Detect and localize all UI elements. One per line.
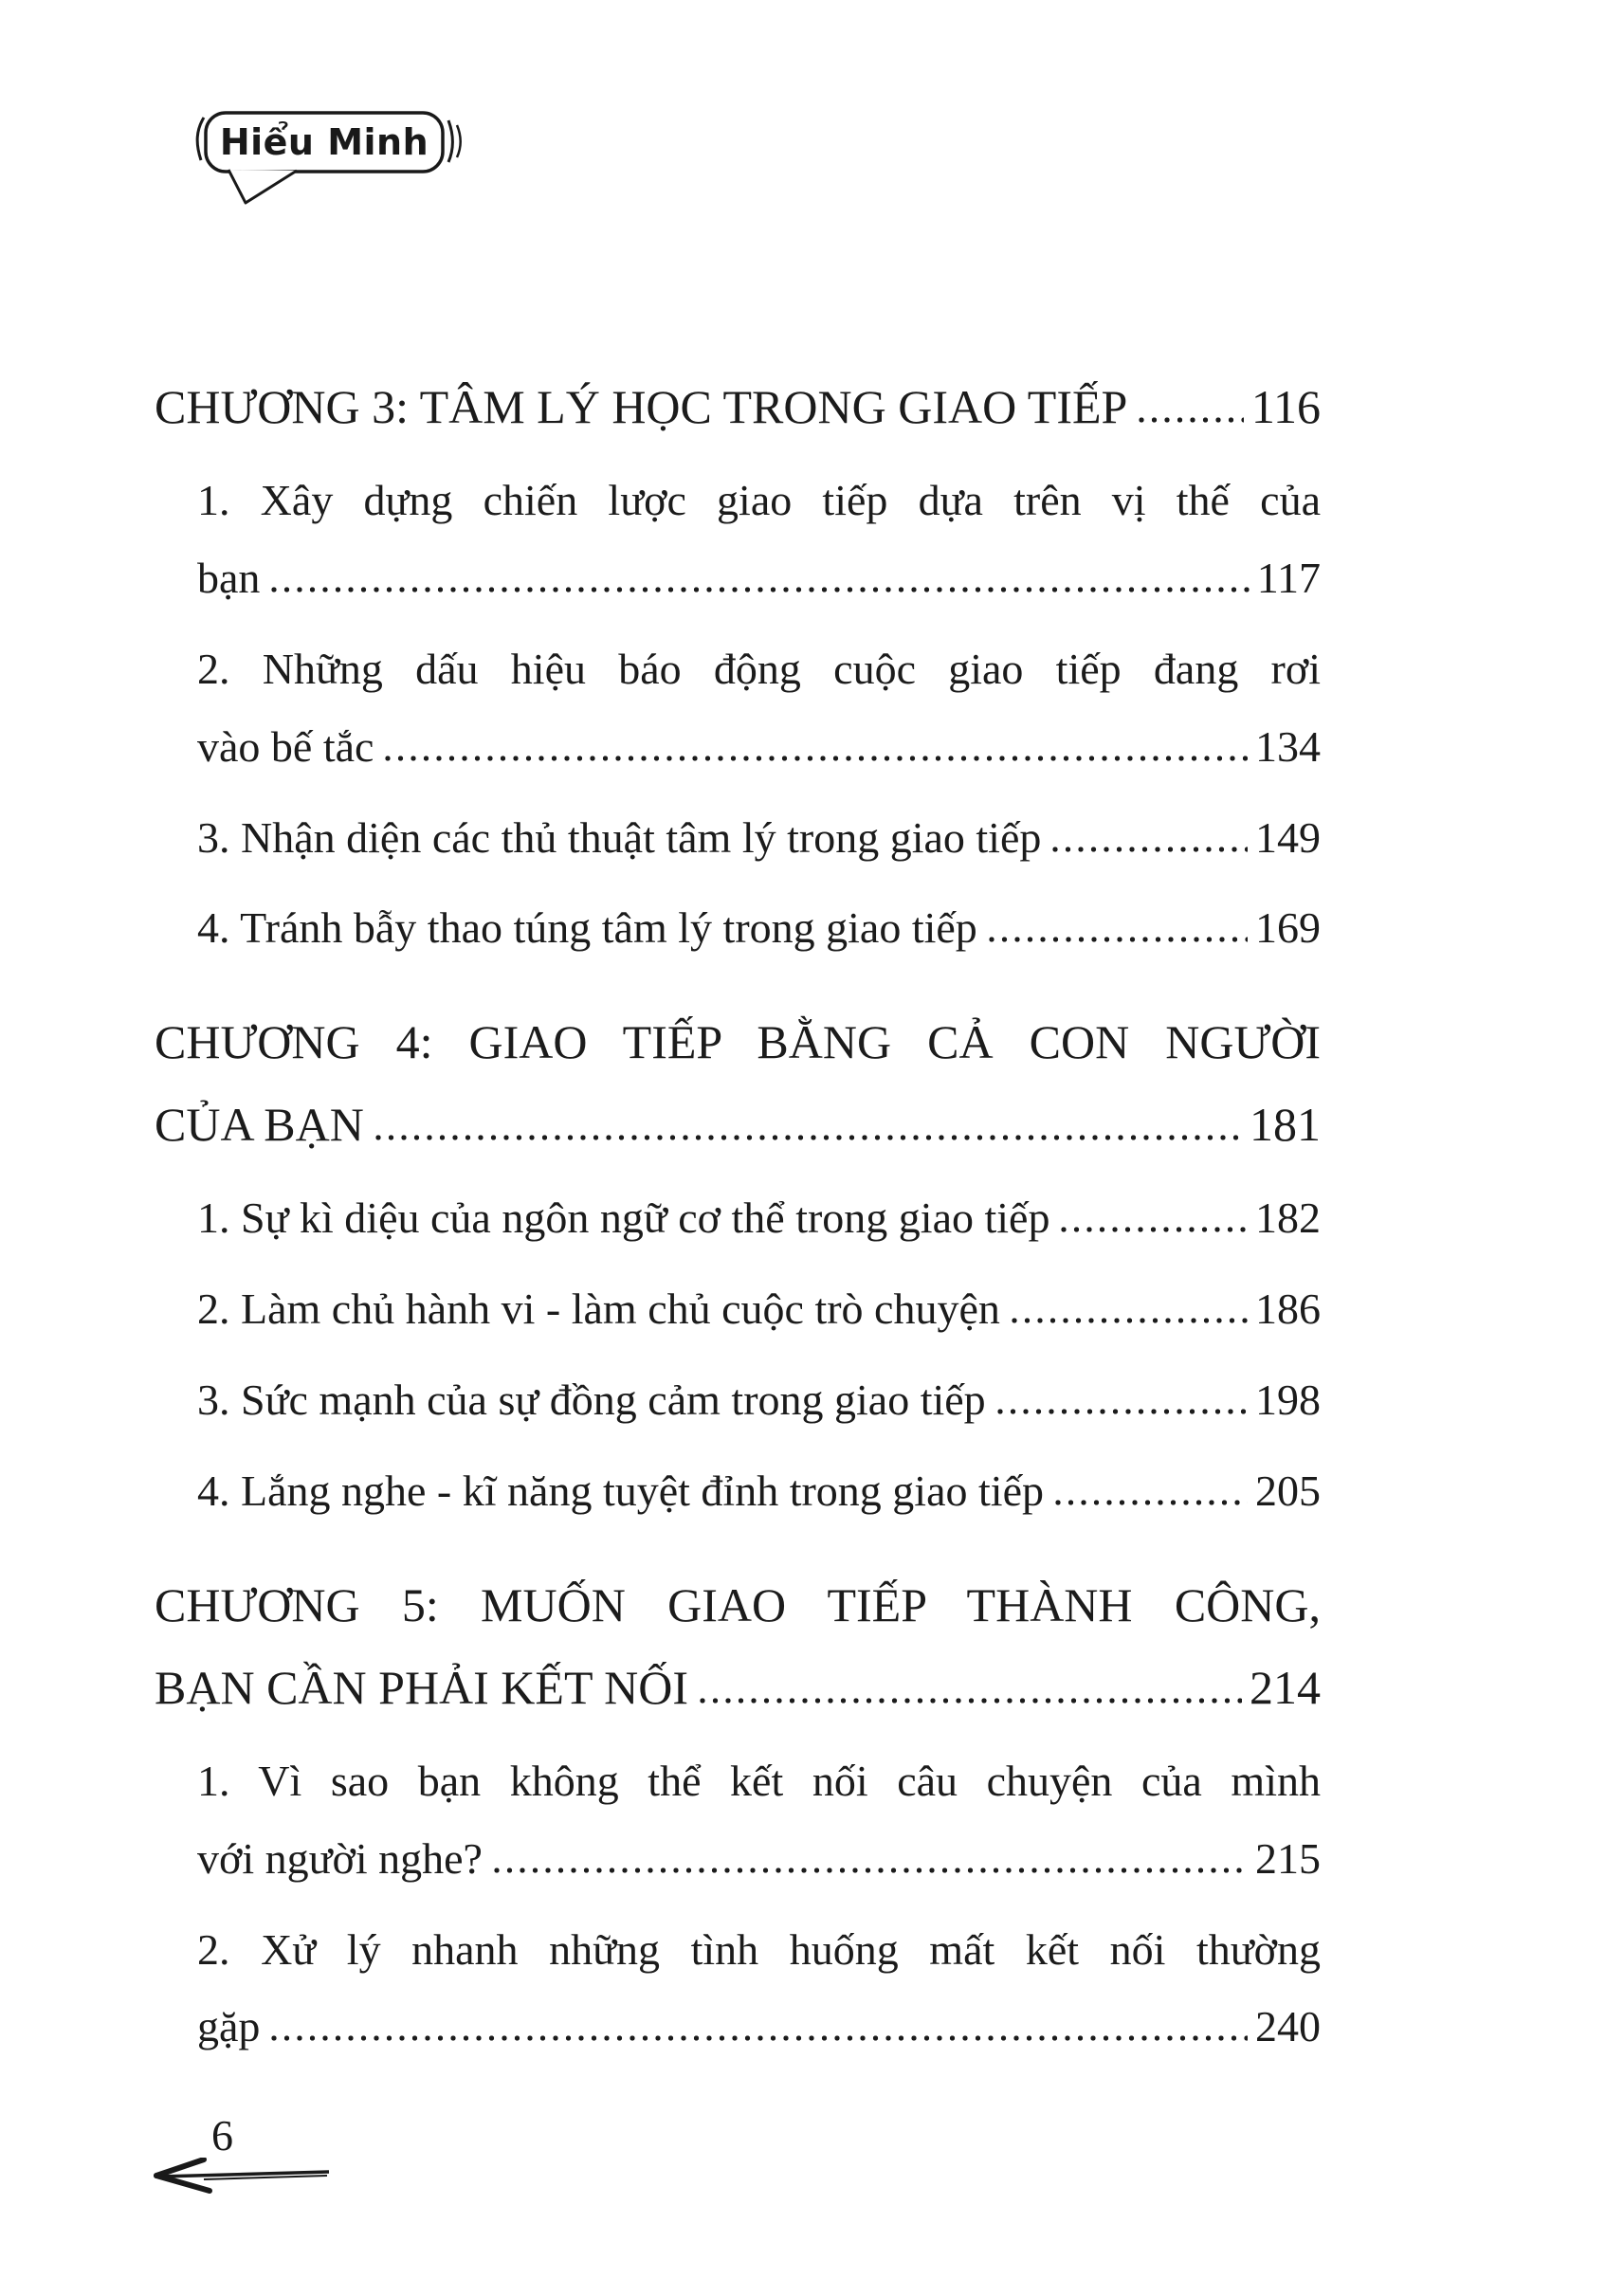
- dot-leader: [989, 937, 1248, 942]
- toc-line: [197, 1361, 1321, 1439]
- toc-entry-title: CHƯƠNG 4: GIAO TIẾP BẰNG CẢ CON NGƯỜI: [155, 1015, 1321, 1069]
- toc-page-number: 240: [1255, 2002, 1321, 2051]
- page-footer: [137, 2110, 341, 2196]
- toc-entry: [197, 1361, 1321, 1439]
- toc-entry-title: 2. Làm chủ hành vi - làm chủ cuộc trò chuyện: [197, 1285, 1000, 1334]
- toc-entry-title: 2. Những dấu hiệu báo động cuộc giao tiếp đang rơi: [197, 644, 1321, 693]
- toc-page-number: 117: [1256, 553, 1321, 602]
- toc-line: [155, 1647, 1321, 1729]
- toc-entry: [197, 1742, 1321, 1898]
- toc-entry-title: 1. Sự kì diệu của ngôn ngữ cơ thể trong giao tiếp: [197, 1194, 1050, 1243]
- toc-entry-title: bạn: [197, 553, 261, 602]
- dot-leader: [271, 2035, 1248, 2041]
- toc-entry-title: 4. Tránh bẫy thao túng tâm lý trong giao tiếp: [197, 903, 977, 953]
- toc-line: [197, 1270, 1321, 1348]
- toc-entry-title: CHƯƠNG 3: TÂM LÝ HỌC TRONG GIAO TIẾP: [155, 380, 1128, 433]
- toc-page-number: 149: [1255, 812, 1321, 862]
- toc-entry: [197, 889, 1321, 967]
- toc-entry: [155, 1001, 1321, 1166]
- toc-entry-title: CỦA BẠN: [155, 1098, 364, 1152]
- toc-page-number: 205: [1255, 1466, 1321, 1515]
- toc-line: [197, 1742, 1321, 1820]
- toc-page-number: 215: [1255, 1833, 1321, 1883]
- toc-entry-title: gặp: [197, 2002, 261, 2051]
- toc-entry: [155, 366, 1321, 448]
- dot-leader: [1055, 1500, 1248, 1505]
- toc-line: [197, 1179, 1321, 1257]
- toc-entry: [197, 630, 1321, 786]
- toc-line: [155, 1564, 1321, 1647]
- toc-entry-title: với người nghe?: [197, 1833, 483, 1883]
- toc-entry-title: 4. Lắng nghe - kĩ năng tuyệt đỉnh trong giao tiếp: [197, 1466, 1044, 1515]
- toc-entry-title: 3. Nhận diện các thủ thuật tâm lý trong giao tiếp: [197, 812, 1042, 862]
- toc-line: [197, 1820, 1321, 1898]
- author-bubble: [194, 107, 469, 216]
- toc-line: [155, 1084, 1321, 1166]
- toc-line: [197, 1988, 1321, 2066]
- toc-entry: [197, 462, 1321, 617]
- toc-entry-title: 3. Sức mạnh của sự đồng cảm trong giao tiếp: [197, 1376, 986, 1424]
- toc-line: [197, 462, 1321, 539]
- toc-line: [197, 889, 1321, 967]
- toc-entry-title: 1. Xây dựng chiến lược giao tiếp dựa trên vị thế của: [197, 476, 1321, 524]
- table-of-contents: [155, 332, 1321, 2079]
- toc-line: [197, 799, 1321, 877]
- dot-leader: [375, 1135, 1242, 1140]
- toc-entry: [155, 1564, 1321, 1729]
- toc-entry: [197, 1270, 1321, 1348]
- author-name: Hiểu Minh: [219, 121, 429, 163]
- dot-leader: [700, 1698, 1242, 1704]
- toc-entry-title: 2. Xử lý nhanh những tình huống mất kết nối thường: [197, 1924, 1321, 1974]
- toc-entry-title: BẠN CẦN PHẢI KẾT NỐI: [155, 1660, 688, 1714]
- dot-leader: [1139, 417, 1244, 423]
- toc-line: [155, 366, 1321, 448]
- dot-leader: [1012, 1318, 1248, 1323]
- dot-leader: [1052, 847, 1248, 852]
- toc-line: [197, 630, 1321, 708]
- toc-entry-title: CHƯƠNG 5: MUỐN GIAO TIẾP THÀNH CÔNG,: [155, 1577, 1321, 1631]
- toc-page-number: 134: [1255, 721, 1321, 771]
- toc-page-number: 116: [1250, 380, 1321, 433]
- dot-leader: [1061, 1227, 1248, 1232]
- toc-line: [197, 539, 1321, 617]
- toc-page-number: 182: [1255, 1194, 1321, 1243]
- dot-leader: [271, 587, 1249, 592]
- dot-leader: [385, 756, 1248, 761]
- toc-line: [197, 1452, 1321, 1530]
- dot-leader: [997, 1409, 1248, 1414]
- toc-page-number: 198: [1255, 1376, 1321, 1424]
- toc-line: [155, 1001, 1321, 1084]
- toc-line: [197, 1911, 1321, 1989]
- toc-page-number: 214: [1250, 1660, 1321, 1714]
- dot-leader: [494, 1868, 1248, 1873]
- toc-entry: [197, 1179, 1321, 1257]
- toc-entry-title: vào bế tắc: [197, 721, 374, 771]
- page-arrow-icon: [137, 2158, 337, 2200]
- toc-entry-title: 1. Vì sao bạn không thể kết nối câu chuyện của mình: [197, 1756, 1321, 1805]
- toc-page-number: 181: [1250, 1098, 1321, 1152]
- toc-entry: [197, 1911, 1321, 2067]
- toc-entry: [197, 1452, 1321, 1530]
- toc-line: [197, 708, 1321, 786]
- toc-entry: [197, 799, 1321, 877]
- toc-page-number: 186: [1255, 1285, 1321, 1334]
- toc-page-number: 169: [1255, 903, 1321, 953]
- page-number: 6: [211, 2111, 233, 2159]
